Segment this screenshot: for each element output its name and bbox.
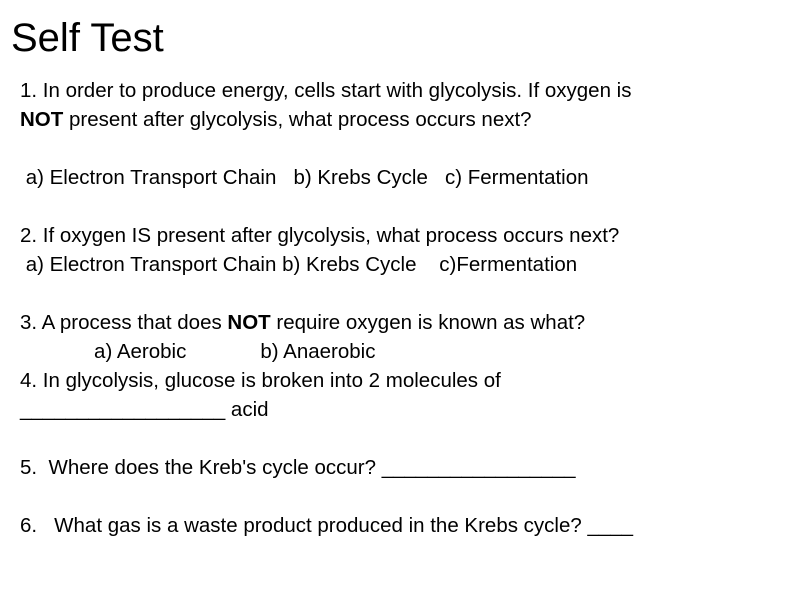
spacer bbox=[20, 424, 790, 453]
question-1-line-2-text: present after glycolysis, what process occurs next? bbox=[63, 108, 532, 131]
question-2 bbox=[20, 221, 790, 279]
question-2-choices: a) Electron Transport Chain b) Krebs Cycle c)Fermentation bbox=[20, 253, 578, 276]
spacer bbox=[20, 134, 790, 163]
page-title: Self Test bbox=[11, 16, 164, 60]
question-5-line-1: 5. Where does the Kreb's cycle occur? _________________ bbox=[20, 456, 576, 479]
spacer bbox=[20, 482, 790, 511]
question-3-text-a: 3. A process that does bbox=[20, 311, 228, 334]
question-3-text-b: require oxygen is known as what? bbox=[270, 311, 586, 334]
question-2-line-1: 2. If oxygen IS present after glycolysis, what process occurs next? bbox=[20, 224, 620, 247]
question-1-choices: a) Electron Transport Chain b) Krebs Cycle c) Fermentation bbox=[20, 166, 589, 189]
question-4-line-2: __________________ acid bbox=[20, 398, 269, 421]
question-6 bbox=[20, 511, 790, 540]
question-5 bbox=[20, 453, 790, 482]
question-4 bbox=[20, 366, 790, 424]
question-3-line-1 bbox=[20, 308, 790, 337]
question-3-choices: a) Aerobic b) Anaerobic bbox=[20, 340, 376, 363]
question-6-line-1: 6. What gas is a waste product produced in the Krebs cycle? ____ bbox=[20, 514, 634, 537]
question-4-line-1: 4. In glycolysis, glucose is broken into 2 molecules of bbox=[20, 369, 501, 392]
question-1-line-1: 1. In order to produce energy, cells start with glycolysis. If oxygen is bbox=[20, 79, 632, 102]
spacer bbox=[20, 192, 790, 221]
question-1 bbox=[20, 76, 790, 192]
question-1-emphasis: NOT bbox=[20, 108, 64, 131]
spacer bbox=[20, 279, 790, 308]
question-3-emphasis: NOT bbox=[227, 311, 271, 334]
question-list bbox=[20, 76, 790, 540]
question-3 bbox=[20, 308, 790, 366]
question-1-line-2 bbox=[20, 105, 790, 134]
